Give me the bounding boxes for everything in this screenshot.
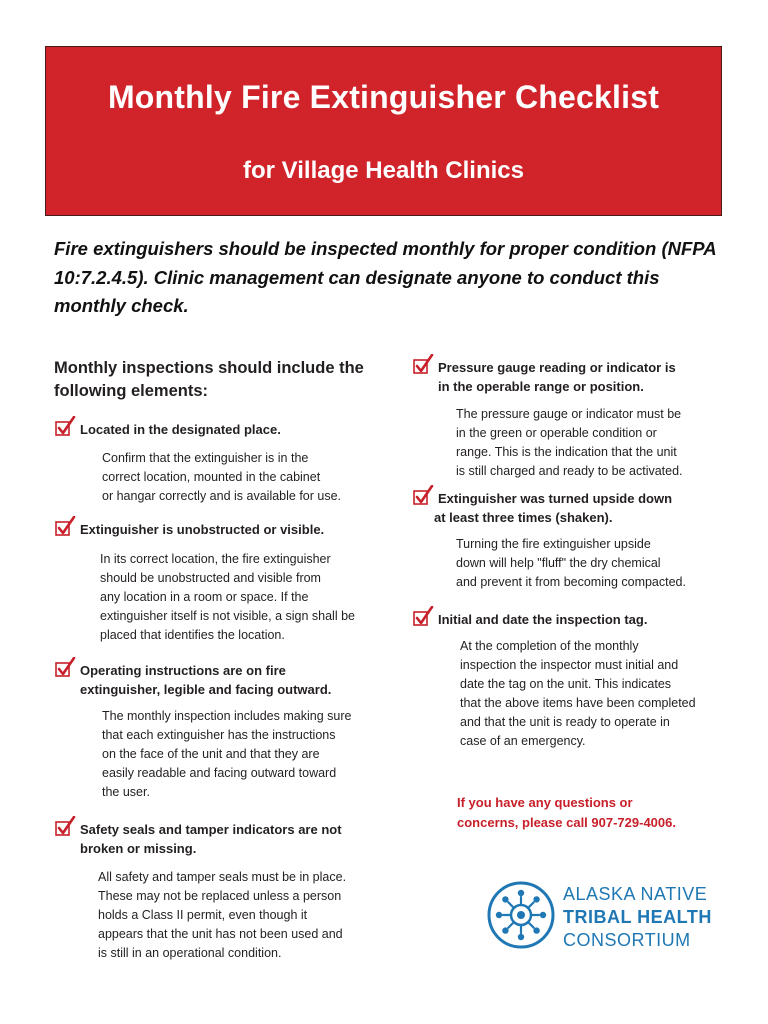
section-heading: Monthly inspections should include the following elements:	[54, 359, 364, 400]
item-description: In its correct location, the fire extinguisher should be unobstructed and visible from any location in a room or space. If the extinguisher itself is not visible, a sign shall be placed that identifies the location.	[100, 552, 355, 642]
item-description: Turning the fire extinguisher upside down will help "fluff" the dry chemical and prevent it from becoming compacted.	[456, 537, 686, 589]
item-title: Located in the designated place.	[80, 422, 281, 437]
item-title: Pressure gauge reading or indicator is	[438, 360, 676, 375]
item-title: Initial and date the inspection tag.	[438, 612, 648, 627]
checked-box-icon	[54, 516, 76, 538]
checked-box-icon	[54, 816, 76, 838]
item-description: Confirm that the extinguisher is in the correct location, mounted in the cabinet or hangar correctly and is available for use.	[102, 451, 342, 503]
checklist-item	[54, 420, 394, 506]
org-name-line1: ALASKA NATIVE	[563, 884, 708, 904]
item-title: Safety seals and tamper indicators are not	[80, 822, 342, 837]
intro-text: Fire extinguishers should be inspected monthly for proper condition (NFPA 10:7.2.4.5). Clinic management can designate anyone to conduct this monthly check.	[54, 238, 716, 316]
contact-info: If you have any questions or concerns, please call 907-729-4006.	[457, 795, 676, 830]
item-title-cont: broken or missing.	[80, 841, 197, 856]
checklist-item	[412, 610, 742, 751]
checked-box-icon	[412, 606, 434, 628]
item-description: The pressure gauge or indicator must be in the green or operable condition or range. This is the indication that the unit is still charged and ready to be activated.	[456, 407, 683, 478]
org-name-line3: CONSORTIUM	[563, 930, 691, 950]
item-title-cont: extinguisher, legible and facing outward.	[80, 682, 332, 697]
checked-box-icon	[54, 657, 76, 679]
checked-box-icon	[54, 416, 76, 438]
item-title: Extinguisher is unobstructed or visible.	[80, 522, 325, 537]
item-description: The monthly inspection includes making sure that each extinguisher has the instructions on the face of the unit and that they are easily readable and facing outward toward the user.	[102, 709, 352, 799]
title-banner	[45, 46, 722, 216]
item-description: At the completion of the monthly inspection the inspector must initial and date the tag on the unit. This indicates that the above items have been completed and that the unit is ready to operate in case of an emergency.	[460, 639, 696, 748]
anthc-logo-icon	[486, 880, 556, 950]
page-subtitle: for Village Health Clinics	[243, 157, 524, 184]
checklist-item	[54, 661, 394, 802]
item-description: All safety and tamper seals must be in place. These may not be replaced unless a person holds a Class II permit, even though it appears that the unit has not been used and is still in an operational condition.	[98, 870, 347, 960]
item-title-cont: at least three times (shaken).	[434, 510, 613, 525]
item-title: Operating instructions are on fire	[80, 663, 286, 678]
item-title-cont: in the operable range or position.	[438, 379, 644, 394]
checklist-item	[412, 358, 742, 481]
checklist-item	[54, 520, 394, 645]
checklist-item	[412, 489, 742, 592]
page-title: Monthly Fire Extinguisher Checklist	[107, 79, 660, 115]
org-name	[563, 883, 712, 952]
checklist-item	[54, 820, 394, 963]
checked-box-icon	[412, 354, 434, 376]
item-title: Extinguisher was turned upside down	[438, 491, 673, 506]
org-name-line2: TRIBAL HEALTH	[563, 907, 712, 927]
checked-box-icon	[412, 485, 434, 507]
